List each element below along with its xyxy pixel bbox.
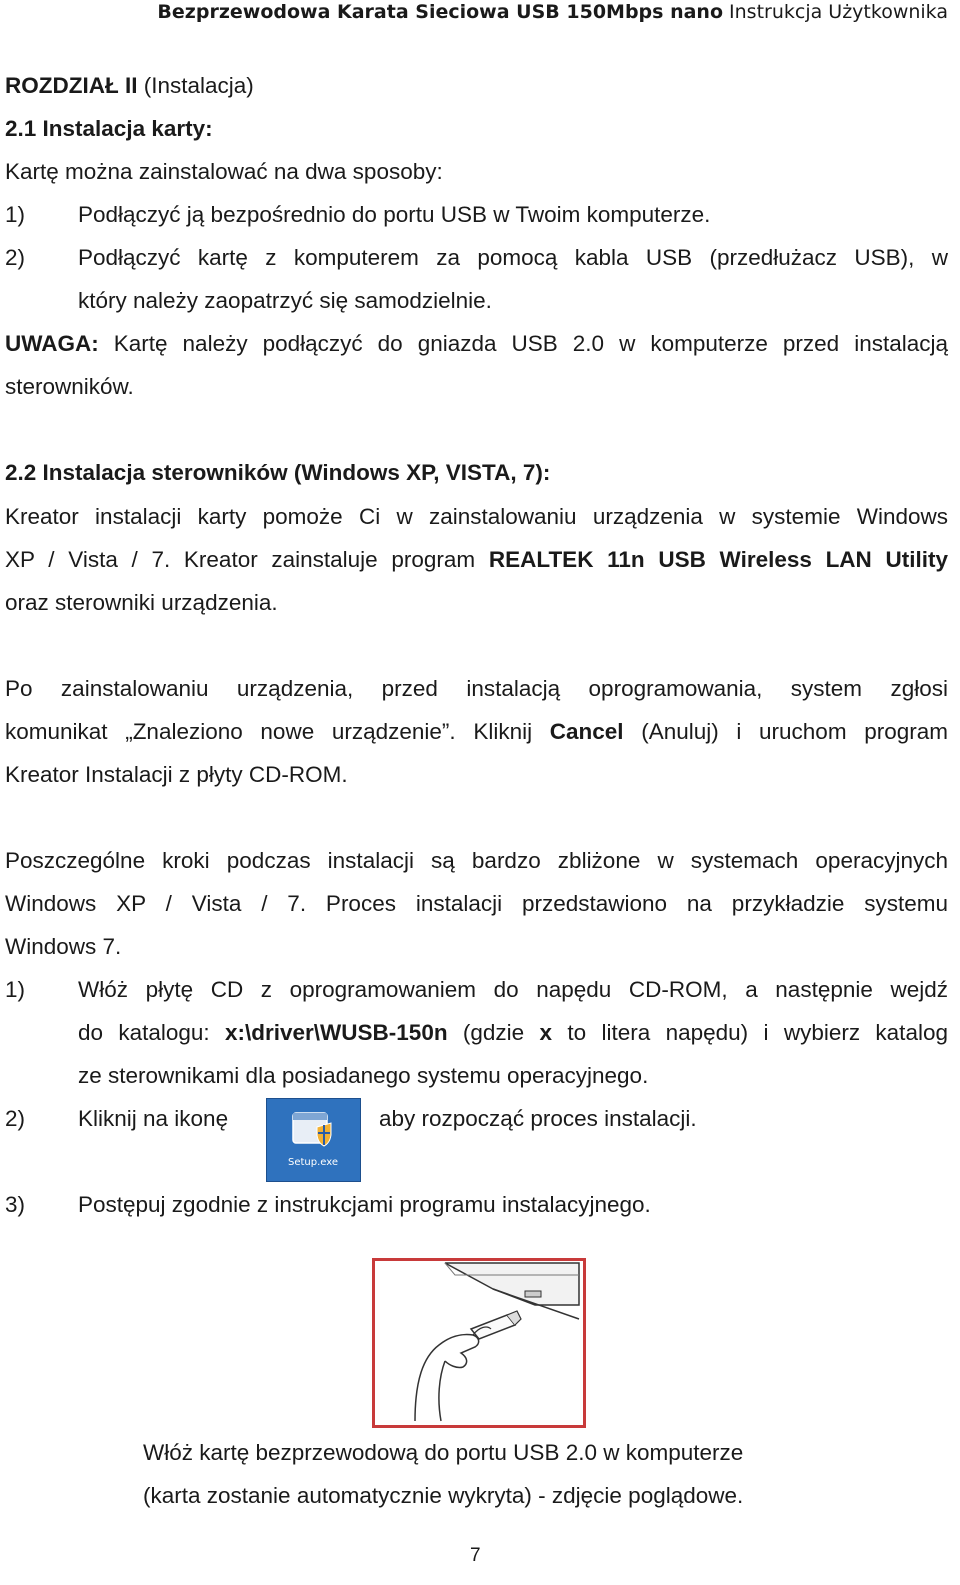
step-text-continued: ze sterownikami dla posiadanego systemu operacyjnego. xyxy=(78,1063,649,1088)
step-text: (gdzie xyxy=(447,1020,540,1045)
section-2-2-heading: 2.2 Instalacja sterowników (Windows XP, VISTA, 7): xyxy=(5,460,551,485)
step-text: aby rozpocząć proces instalacji. xyxy=(379,1106,697,1131)
list-item-number: 2) xyxy=(5,245,26,270)
paragraph-line: Windows 7. xyxy=(5,934,122,959)
list-item-number: 1) xyxy=(5,202,26,227)
section-2-1-intro: Kartę można zainstalować na dwa sposoby: xyxy=(5,159,443,184)
list-item-text: Podłączyć kartę z komputerem za pomocą kabla USB (przedłużacz USB), w xyxy=(78,245,948,270)
setup-exe-icon[interactable] xyxy=(266,1098,361,1182)
driver-path: x:\driver\WUSB-150n xyxy=(225,1020,448,1045)
paragraph-line xyxy=(5,546,948,574)
paragraph-line: Poszczególne kroki podczas instalacji są bardzo zbliżone w systemach operacyjnych xyxy=(5,848,948,873)
step-text: Kliknij na ikonę xyxy=(78,1106,229,1131)
step-number: 2) xyxy=(5,1106,26,1131)
note-label: UWAGA: xyxy=(5,331,99,356)
setup-icon-label: Setup.exe xyxy=(287,1157,339,1168)
figure-caption-line: (karta zostanie automatycznie wykryta) - zdjęcie poglądowe. xyxy=(143,1483,744,1508)
laptop-usb-drawing xyxy=(375,1261,583,1425)
paragraph-text: komunikat „Znaleziono nowe urządzenie”. Kliknij xyxy=(5,719,550,744)
step-text-continued xyxy=(78,1019,948,1047)
paragraph-line: Kreator instalacji karty pomoże Ci w zainstalowaniu urządzenia w systemie Windows xyxy=(5,504,948,529)
chapter-title-bold: ROZDZIAŁ II xyxy=(5,73,138,98)
note-line xyxy=(5,330,948,358)
paragraph-line: oraz sterowniki urządzenia. xyxy=(5,590,278,615)
figure-caption-line: Włóż kartę bezprzewodową do portu USB 2.0 w komputerze xyxy=(143,1440,744,1465)
cancel-keyword: Cancel xyxy=(549,719,624,744)
section-2-1-heading: 2.1 Instalacja karty: xyxy=(5,116,213,141)
page-header xyxy=(157,0,948,24)
list-item-text: Podłączyć ją bezpośrednio do portu USB w Twoim komputerze. xyxy=(78,202,711,227)
note-text: Kartę należy podłączyć do gniazda USB 2.0 w komputerze przed instalacją xyxy=(98,331,948,356)
paragraph-line: Kreator Instalacji z płyty CD-ROM. xyxy=(5,762,348,787)
drive-letter: x xyxy=(539,1020,553,1045)
list-item-text-continued: który należy zaopatrzyć się samodzielnie. xyxy=(78,288,492,313)
setup-installer-icon xyxy=(267,1099,360,1181)
step-number: 3) xyxy=(5,1192,26,1217)
paragraph-text: XP / Vista / 7. Kreator zainstaluje program xyxy=(5,547,489,572)
paragraph-line: Windows XP / Vista / 7. Proces instalacji przedstawiono na przykładzie systemu xyxy=(5,891,948,916)
paragraph-line: Po zainstalowaniu urządzenia, przed instalacją oprogramowania, system zgłosi xyxy=(5,676,948,701)
step-text: do katalogu: xyxy=(78,1020,226,1045)
note-line-continued: sterowników. xyxy=(5,374,134,399)
chapter-title-rest: (Instalacja) xyxy=(137,73,254,98)
usb-insertion-illustration xyxy=(372,1258,586,1428)
header-title-bold: Bezprzewodowa Karata Sieciowa USB 150Mbps nano xyxy=(157,1,723,23)
header-title-rest: Instrukcja Użytkownika xyxy=(723,1,948,23)
paragraph-line xyxy=(5,718,948,746)
paragraph-text: (Anuluj) i uruchom program xyxy=(623,719,948,744)
step-text: Postępuj zgodnie z instrukcjami programu instalacyjnego. xyxy=(78,1192,651,1217)
program-name: REALTEK 11n USB Wireless LAN Utility xyxy=(488,547,948,572)
step-number: 1) xyxy=(5,977,26,1002)
step-text: to litera napędu) i wybierz katalog xyxy=(552,1020,948,1045)
step-text: Włóż płytę CD z oprogramowaniem do napędu CD-ROM, a następnie wejdź xyxy=(78,977,948,1002)
chapter-title xyxy=(5,72,948,100)
page-number: 7 xyxy=(470,1545,481,1566)
